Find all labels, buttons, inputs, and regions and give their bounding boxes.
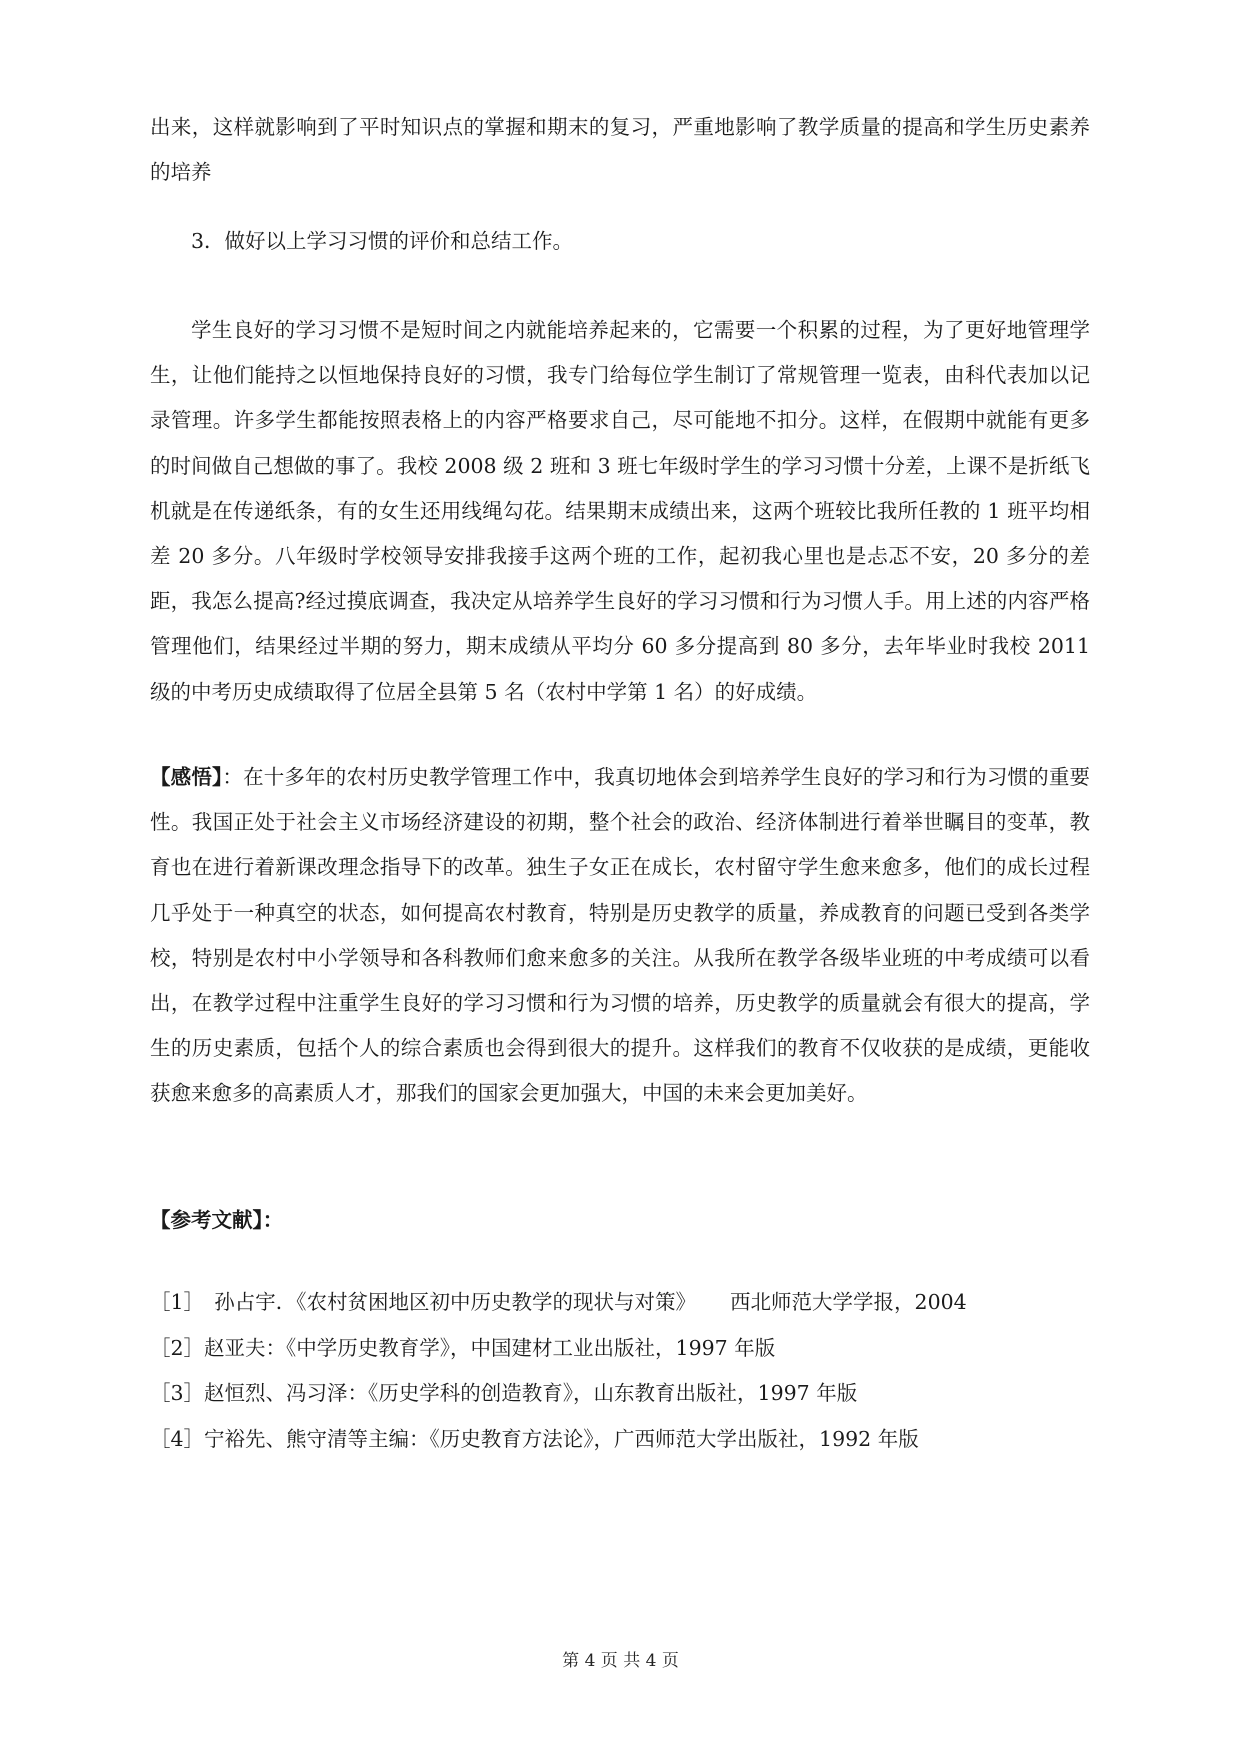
references-list (150, 1280, 1090, 1462)
reflection-text: ：在十多年的农村历史教学管理工作中，我真切地体会到培养学生良好的学习和行为习惯的重要性。我国正处于社会主义市场经济建设的初期，整个社会的政治、经济体制进行着举世瞩目的变革，教育也在进行着新课改理念指导下的改革。独生子女正在成长，农村留守学生愈来愈多，他们的成长过程几乎处于一种真空的状态，如何提高农村教育，特别是历史教学的质量，养成教育的问题已受到各类学校，特别是农村中小学领导和各科教师们愈来愈多的关注。从我所在教学各级毕业班的中考成绩可以看出，在教学过程中注重学生良好的学习习惯和行为习惯的培养，历史教学的质量就会有很大的提高，学生的历史素质，包括个人的综合素质也会得到很大的提升。这样我们的教育不仅收获的是成绩，更能收获愈来愈多的高素质人才，那我们的国家会更加强大，中国的未来会更加美好。 (150, 765, 1091, 1106)
page-number-footer: 第 4 页 共 4 页 (562, 1651, 679, 1671)
list-item-3: 3．做好以上学习习惯的评价和总结工作。 (191, 229, 574, 253)
reference-item-3 (150, 1371, 1090, 1417)
reference-item-1 (150, 1280, 1090, 1326)
references-label: 【参考文献】： (150, 1208, 284, 1232)
paragraph-continuation: 出来，这样就影响到了平时知识点的掌握和期末的复习，严重地影响了教学质量的提高和学生历史素养的培养 (150, 115, 1090, 185)
reference-4-text: ［4］宁裕先、熊守清等主编：《历史教育方法论》，广西师范大学出版社，1992 年版 (150, 1426, 919, 1451)
reference-item-2 (150, 1326, 1090, 1372)
paragraph-reflection (150, 755, 1090, 1117)
reference-1-source: 西北师范大学学报，2004 (730, 1290, 967, 1314)
references-heading (150, 1198, 1090, 1243)
reference-3-text: ［3］赵恒烈、冯习泽：《历史学科的创造教育》，山东教育出版社，1997 年版 (150, 1381, 858, 1405)
reference-item-4 (150, 1417, 1090, 1463)
reference-1-text: ［1］ 孙占宇．《农村贫困地区初中历史教学的现状与对策》 (150, 1290, 697, 1314)
paragraph-body: 学生良好的学习习惯不是短时间之内就能培养起来的，它需要一个积累的过程，为了更好地管理学生，让他们能持之以恒地保持良好的习惯，我专门给每位学生制订了常规管理一览表，由科代表加以记录管理。许多学生都能按照表格上的内容严格要求自己，尽可能地不扣分。这样，在假期中就能有更多的时间做自己想做的事了。我校 2008 级 2 班和 3 班七年级时学生的学习习惯十分差，上课不是折纸飞机就是在传递纸条，有的女生还用线绳勾花。结果期末成绩出来，这两个班较比我所任教的 1 班平均相差 20 多分。八年级时学校领导安排我接手这两个班的工作，起初我心里也是忐忑不安，20 多分的差距，我怎么提高?经过摸底调查，我决定从培养学生良好的学习习惯和行为习惯人手。用上述的内容严格管理他们，结果经过半期的努力，期末成绩从平均分 60 多分提高到 80 多分，去年毕业时我校 2011 级的中考历史成绩取得了位居全县第 5 名（农村中学第 1 名）的好成绩。 (150, 318, 1090, 704)
reference-2-text: ［2］赵亚夫：《中学历史教育学》，中国建材工业出版社，1997 年版 (150, 1335, 776, 1360)
reflection-label: 【感悟】 (150, 765, 223, 789)
